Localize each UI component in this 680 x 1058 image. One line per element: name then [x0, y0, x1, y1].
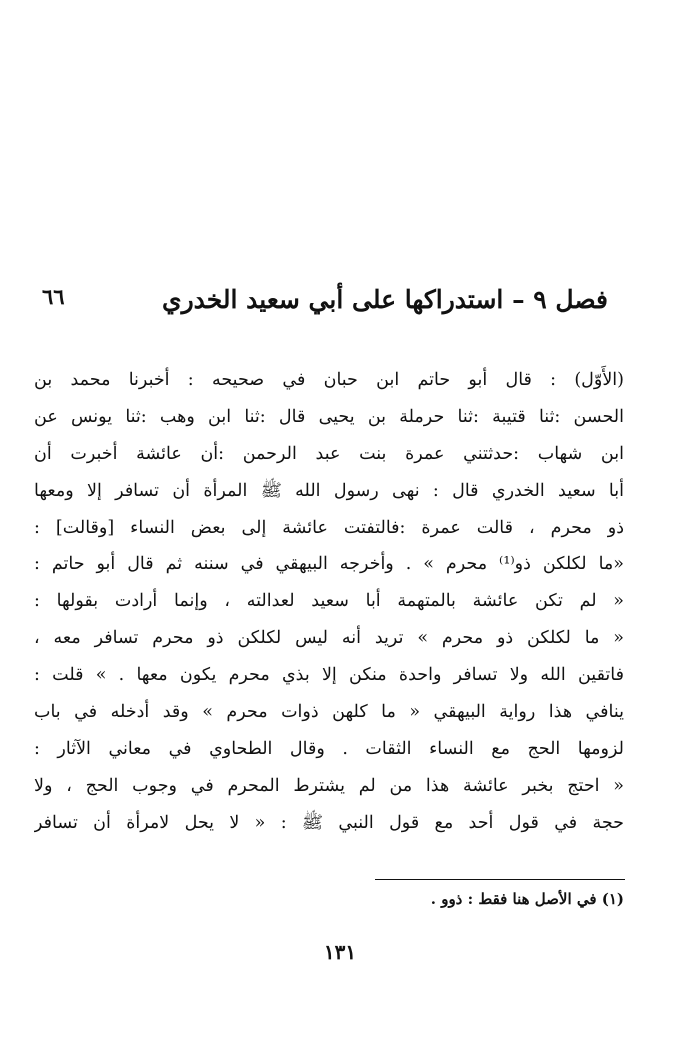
body-text — [34, 362, 624, 842]
text-line: ذو محرم ، قالت عمرة :فالتفتت عائشة إلى بعض النساء [وقالت] : — [34, 517, 624, 538]
footnote-separator — [375, 879, 625, 880]
text-line: لزومها الحج مع النساء الثقات . وقال الطحاوي في معاني الآثار : — [34, 738, 624, 759]
text-line: « احتج بخبر عائشة هذا من لم يشترط المحرم في وجوب الحج ، ولا — [34, 775, 624, 796]
text-line: «ما لكلكن ذو⁽¹⁾ محرم » . وأخرجه البيهقي في سننه ثم قال أبو حاتم : — [34, 554, 624, 575]
text-line: ينافي هذا رواية البيهقي « ما كلهن ذوات محرم » وقد أدخله في باب — [34, 702, 624, 723]
text-line: الحسن :ثنا قتيبة :ثنا حرملة بن يحيى قال :ثنا ابن وهب :ثنا يونس عن — [34, 406, 624, 427]
text-line: ابن شهاب :حدثتني عمرة بنت عبد الرحمن :أن عائشة أخبرت أن — [34, 443, 624, 464]
text-line: أبا سعيد الخدري قال : نهى رسول الله ﷺ المرأة أن تسافر إلا ومعها — [34, 480, 624, 501]
chapter-title: فصل ٩ – استدراكها على أبي سعيد الخدري — [162, 285, 608, 314]
page-number: ١٣١ — [323, 940, 357, 964]
text-line: حجة في قول أحد مع قول النبي ﷺ : « لا يحل لامرأة أن تسافر — [34, 812, 624, 833]
header-page-number: ٦٦ — [42, 284, 65, 309]
text-line: « لم تكن عائشة بالمتهمة أبا سعيد لعدالته ، وإنما أرادت بقولها : — [34, 591, 624, 612]
text-line: (الأَوّل) : قال أبو حاتم ابن حبان في صحيحه : أخبرنا محمد بن — [34, 370, 624, 390]
footnote: (١) في الأصل هنا فقط : ذوو . — [430, 890, 624, 908]
text-line: فاتقين الله ولا تسافر واحدة منكن إلا بذي محرم يكون معها . » قلت : — [34, 665, 624, 686]
running-header — [30, 280, 640, 324]
text-line: « ما لكلكن ذو محرم » تريد أنه ليس لكلكن ذو محرم تسافر معه ، — [34, 628, 624, 649]
